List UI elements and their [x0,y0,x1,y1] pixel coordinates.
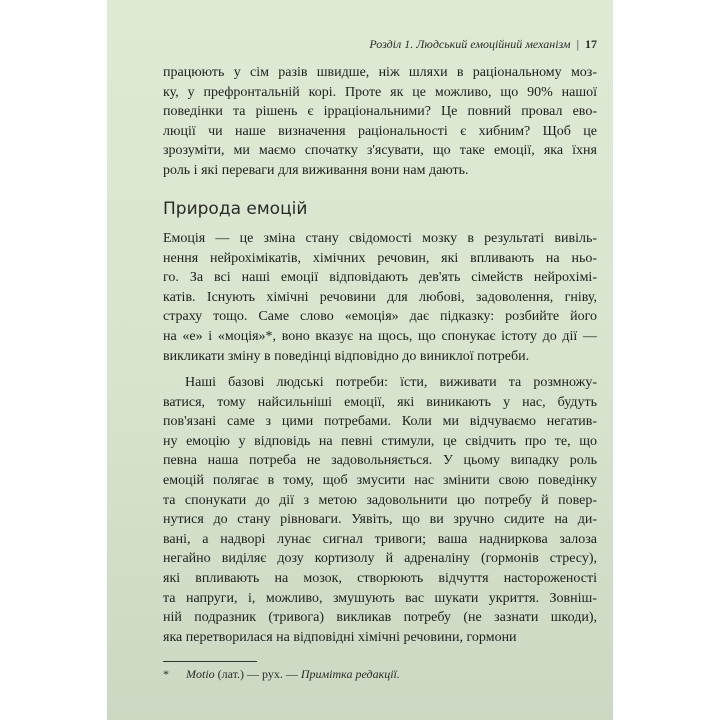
footnote-text: (лат.) — рух. — [214,667,301,681]
text-line: та напруги, і, можливо, змушують вас шукати укриття. Зовніш- [163,590,597,606]
text-line: Наші базові людські потреби: їсти, виживати та розмножу- [185,375,597,390]
footnote-term: Motio [186,667,215,681]
text-line: працюють у сім разів швидше, ніж шляхи в раціональному моз- [163,65,597,80]
text-line: поведінки та рішень є ірраціональними? Це повний провал ево- [163,104,597,120]
text-line: пов'язані саме з цими потребами. Коли ми відчуваємо негатив- [163,414,597,430]
text-line: які впливають на мозок, створюють відчуття настороженості [163,571,597,586]
text-line: ку, у префронтальній корі. Проте як це можливо, що 90% нашої [163,84,597,100]
text-line: та спонукати до дії з метою задовольнити цю потребу й повер- [163,492,597,508]
footnote-marker: * [163,667,169,681]
page-number: 17 [585,37,597,51]
footnote-note: Примітка редакції. [300,667,400,681]
chapter-title: Розділ 1. Людський емоційний механізм [369,37,571,51]
text-line: нутися до стану рівноваги. Уявіть, що ви зручно сидите на ди- [163,512,597,528]
text-line: емоцій полягає в тому, щоб змусити нас змінити свою поведінку [163,473,597,488]
text-line: го. За всі наші емоції відповідають дев'ять сімейств нейрохімі- [163,270,597,286]
text-line: люції чи наше визначення раціональності є хибним? Щоб це [163,123,597,139]
text-line: вані, а надворі лунає сигнал тривоги; ваша надниркова залоза [163,531,597,547]
text-line: зрозуміти, ми маємо спочатку з'ясувати, що таке емоції, яка їхня [163,143,597,159]
footnote-rule [163,661,257,662]
text-line: ну емоцію у відповідь на певні стимули, це свідчить про те, що [163,433,597,449]
text-line: нення нейрохімікатів, хімічних речовин, які впливають на ньо- [163,250,597,266]
text-line: ватися, тому найсильніші емоції, які виникають у нас, будуть [163,394,597,410]
footnote [186,667,400,681]
text-line: певна наша потреба не задовольняється. У цьому випадку роль [163,453,597,469]
text-line: викликати зміну в поведінці відповідно до виниклої потреби. [163,348,530,364]
text-line: роль і які переваги для виживання вони нам дають. [163,163,469,178]
text-line: на «е» і «моція»*, воно вказує на щось, що спонукає істоту до дії — [163,329,597,344]
text-line: Емоція — це зміна стану свідомості мозку в результаті вивіль- [163,231,597,246]
text-line: яка перетворилася на відповідні хімічні речовини, гормони [163,629,517,645]
header-separator: | [576,37,579,51]
section-heading: Природа емоцій [163,199,308,219]
text-line: страху тощо. Саме слово «емоція» дає підказку: розбийте його [163,309,597,325]
text-line: негайно виділяє дозу кортизолу й адреналіну (гормонів стресу), [163,551,597,567]
running-header [163,37,597,51]
text-line: катів. Існують хімічні речовини для любові, задоволення, гніву, [163,289,597,305]
text-line: ній подразник (тривога) викликав потребу (не зазнати шкоди), [163,610,597,626]
